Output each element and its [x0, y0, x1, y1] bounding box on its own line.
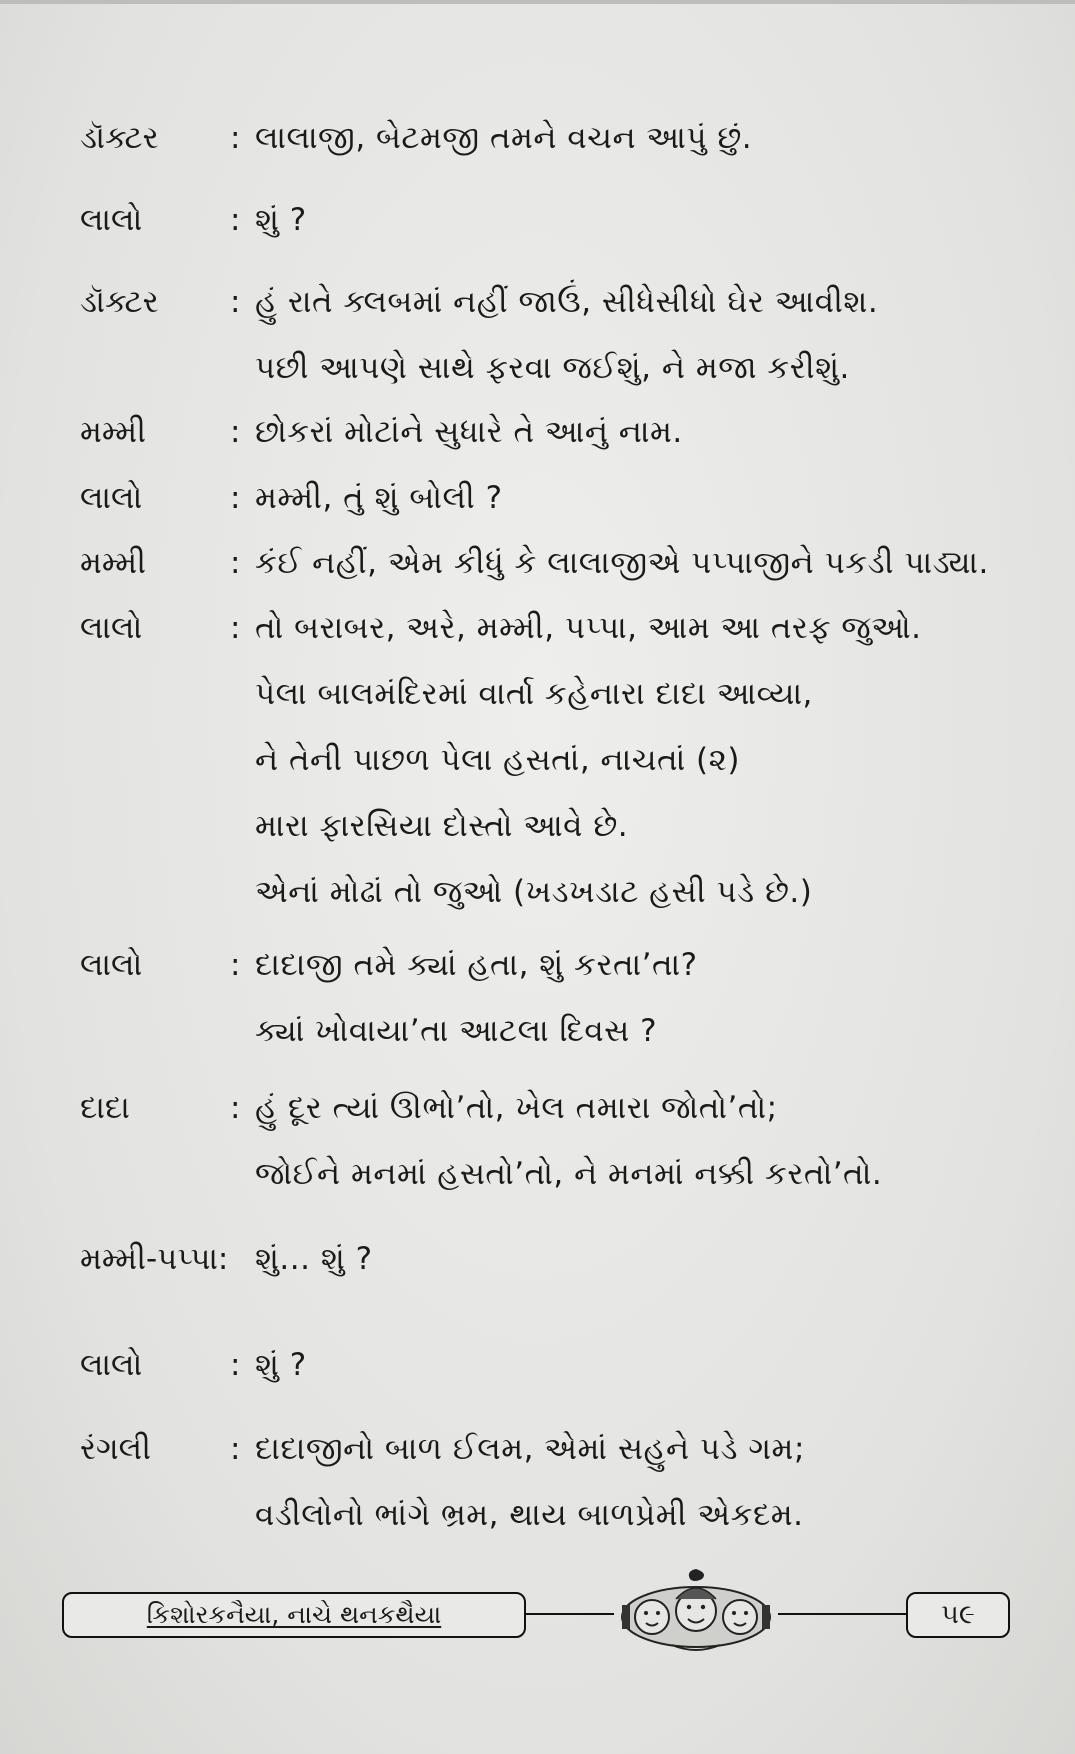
speaker-name: રંગલી — [80, 1431, 151, 1467]
speaker-name: લાલો — [80, 480, 143, 516]
speaker-colon: : — [230, 1347, 241, 1383]
book-title-box — [62, 1592, 526, 1638]
dialogue-line: હું દૂર ત્યાં ઊભો’તો, ખેલ તમારા જોતો’તો; — [255, 1090, 778, 1126]
speaker-colon: : — [230, 480, 241, 516]
dialogue-line: મારા ફારસિયા દોસ્તો આવે છે. — [255, 808, 629, 844]
dialogue-line: પછી આપણે સાથે ફરવા જઈશું, ને મજા કરીશું. — [255, 350, 850, 386]
dialogue-line: શું ? — [255, 1347, 307, 1383]
speaker-name: લાલો — [80, 947, 143, 983]
speaker-name: મમ્મી — [80, 414, 146, 450]
dialogue-line: છોકરાં મોટાંને સુધારે તે આનું નામ. — [255, 414, 683, 450]
page-footer — [0, 1555, 1075, 1665]
dialogue-line: દાદાજી તમે ક્યાં હતા, શું કરતા’તા? — [255, 947, 698, 983]
dialogue-line: હું રાતે ક્લબમાં નહીં જાઉં, સીધેસીધો ઘેર આવીશ. — [255, 284, 879, 320]
speaker-name: મમ્મી — [80, 545, 146, 581]
speaker-colon: : — [230, 610, 241, 646]
speaker-name: દાદા — [80, 1090, 130, 1126]
dialogue-line: દાદાજીનો બાળ ઈલમ, એમાં સહુને પડે ગમ; — [255, 1431, 805, 1467]
speaker-name: લાલો — [80, 610, 143, 646]
dialogue-line: શું... શું ? — [255, 1241, 373, 1277]
speaker-colon: : — [230, 414, 241, 450]
dialogue-line: ને તેની પાછળ પેલા હસતાં, નાચતાં (૨) — [255, 742, 740, 778]
dialogue-line: વડીલોનો ભાંગે ભ્રમ, થાય બાળપ્રેમી એકદમ. — [255, 1497, 804, 1533]
dialogue-line: લાલાજી, બેટમજી તમને વચન આપું છું. — [255, 120, 753, 156]
speaker-name: ડૉક્ટર — [80, 284, 159, 320]
speaker-colon: : — [230, 1090, 241, 1126]
dialogue-line: જોઈને મનમાં હસતો’તો, ને મનમાં નક્કી કરતો’તો. — [255, 1156, 883, 1192]
footer-rule-left — [524, 1613, 614, 1615]
book-title: કિશોરકનૈયા, નાચે થનકથૈયા — [146, 1600, 442, 1629]
speaker-colon: : — [230, 284, 241, 320]
page-number: ૫૯ — [941, 1599, 975, 1630]
page-number-box — [906, 1592, 1010, 1638]
dialogue-line: તો બરાબર, અરે, મમ્મી, પપ્પા, આમ આ તરફ જુઓ. — [255, 610, 922, 646]
speaker-colon: : — [230, 1431, 241, 1467]
speaker-name: મમ્મી-પપ્પા: — [80, 1241, 229, 1277]
speaker-colon: : — [230, 202, 241, 238]
dialogue-line: શું ? — [255, 202, 307, 238]
dialogue-line: એનાં મોઢાં તો જુઓ (ખડખડાટ હસી પડે છે.) — [255, 874, 813, 910]
speaker-name: લાલો — [80, 1347, 143, 1383]
speaker-colon: : — [230, 120, 241, 156]
dialogue-line: પેલા બાલમંદિરમાં વાર્તા કહેનારા દાદા આવ્યા, — [255, 676, 813, 712]
footer-rule-right — [778, 1613, 906, 1615]
speaker-name: લાલો — [80, 202, 143, 238]
speaker-name: ડૉક્ટર — [80, 120, 159, 156]
dialogue-line: મમ્મી, તું શું બોલી ? — [255, 480, 503, 516]
illustrated-children-faces-icon — [612, 1565, 780, 1657]
dialogue-line: ક્યાં ખોવાયા’તા આટલા દિવસ ? — [255, 1013, 658, 1049]
speaker-colon: : — [230, 545, 241, 581]
dialogue-line: કંઈ નહીં, એમ કીધું કે લાલાજીએ પપ્પાજીને પકડી પાડ્યા. — [255, 545, 989, 581]
speaker-colon: : — [230, 947, 241, 983]
